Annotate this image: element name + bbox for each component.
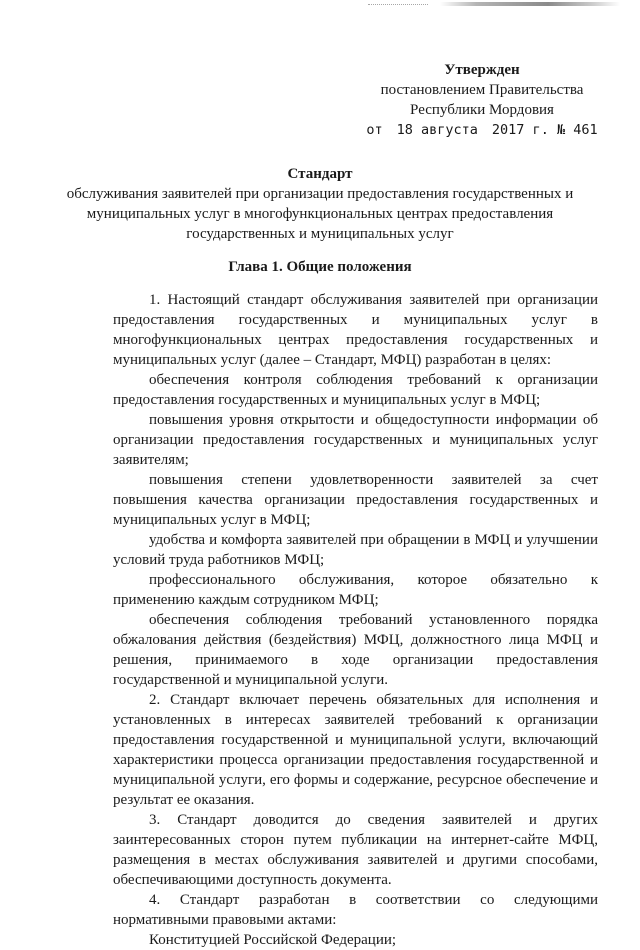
title-subtitle: обслуживания заявителей при организации предоставления государственных и муниципальных услуг в многофункциональных центрах предоставления государственных и муниципальных услуг <box>66 186 574 242</box>
approval-block <box>357 60 607 140</box>
approval-day-month: 18 августа <box>396 122 478 138</box>
title-name: Стандарт <box>287 166 353 182</box>
document-title <box>40 164 600 244</box>
approval-date-line <box>357 120 607 140</box>
paragraph: удобства и комфорта заявителей при обращении в МФЦ и улучшении условий труда работников МФЦ; <box>113 532 598 568</box>
approval-heading: Утвержден <box>444 62 520 78</box>
paragraph: профессионального обслуживания, которое обязательно к применению каждым сотрудником МФЦ; <box>113 572 598 608</box>
chapter-heading: Глава 1. Общие положения <box>228 259 412 275</box>
scan-artifact-streak <box>440 2 620 6</box>
approval-line-2: Республики Мордовия <box>410 102 554 118</box>
paragraph: 1. Настоящий стандарт обслуживания заявителей при организации предоставления государственных и муниципальных услуг в многофункциональных центрах предоставления государственных и муниципальных услуг (далее – Стандарт, МФЦ) разработан в целях: <box>113 292 598 368</box>
paragraph: 3. Стандарт доводится до сведения заявителей и других заинтересованных сторон путем публикации на интернет-сайте МФЦ, размещения в местах обслуживания заявителей и другими способами, обеспечивающими доступность документа. <box>113 812 598 888</box>
document-body <box>113 290 598 950</box>
paragraph: обеспечения контроля соблюдения требований к организации предоставления государственных и муниципальных услуг в МФЦ; <box>113 372 598 408</box>
approval-year: 2017 г. № <box>491 122 566 138</box>
paragraph: 2. Стандарт включает перечень обязательных для исполнения и установленных в интересах заявителей требований к организации предоставления государственной и муниципальной услуги, включающий характеристики процесса организации предоставления государственной и муниципальной услуги, его формы и содержание, ресурсное обеспечение и результат ее оказания. <box>113 692 598 808</box>
paragraph: 4. Стандарт разработан в соответствии со следующими нормативными правовыми актами: <box>113 892 598 928</box>
scan-artifact-dots <box>368 4 428 7</box>
approval-date-prefix: от <box>366 122 383 138</box>
approval-number: 461 <box>573 122 598 138</box>
paragraph: повышения степени удовлетворенности заявителей за счет повышения качества организации предоставления государственных и муниципальных услуг в МФЦ; <box>113 472 598 528</box>
approval-line-1: постановлением Правительства <box>380 82 584 98</box>
paragraph: повышения уровня открытости и общедоступности информации об организации предоставления государственных и муниципальных услуг заявителям; <box>113 412 598 468</box>
paragraph: обеспечения соблюдения требований установленного порядка обжалования действия (бездействия) МФЦ, должностного лица МФЦ и решения, принимаемого в ходе организации предоставления государственной и муниципальной услуги. <box>113 612 598 688</box>
paragraph: Конституцией Российской Федерации; <box>149 932 397 948</box>
